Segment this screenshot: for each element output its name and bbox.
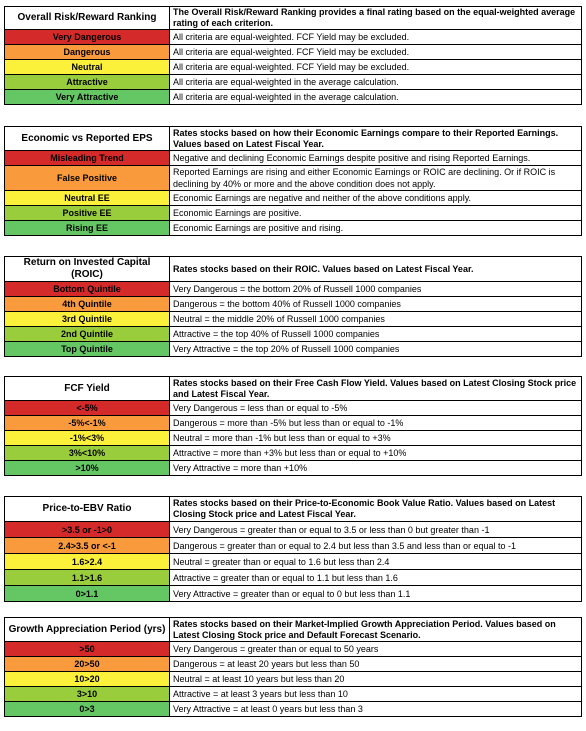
rating-label: 3>10: [5, 687, 170, 702]
rating-description: Very Attractive = the top 20% of Russell 1000 companies: [170, 342, 582, 357]
rating-table: [4, 6, 582, 105]
rating-label: -1%<3%: [5, 431, 170, 446]
criterion-description: Rates stocks based on how their Economic Earnings compare to their Reported Earnings. Values based on Latest Fiscal Year.: [170, 127, 582, 151]
criterion-description: Rates stocks based on their Free Cash Flow Yield. Values based on Latest Closing Stock price and Latest Fiscal Year.: [170, 377, 582, 401]
criterion-title: Price-to-EBV Ratio: [5, 497, 170, 522]
criterion-title: Overall Risk/Reward Ranking: [5, 7, 170, 30]
table-header-row: [5, 257, 582, 282]
rating-description: Dangerous = at least 20 years but less than 50: [170, 657, 582, 672]
rating-label: Top Quintile: [5, 342, 170, 357]
table-row: [5, 431, 582, 446]
growth-appreciation-period-table: [4, 617, 582, 717]
criterion-description: The Overall Risk/Reward Ranking provides a final rating based on the equal-weighted average rating of each criterion.: [170, 7, 582, 30]
rating-label: Misleading Trend: [5, 151, 170, 166]
table-row: [5, 90, 582, 105]
table-row: [5, 166, 582, 191]
rating-description: Very Dangerous = the bottom 20% of Russell 1000 companies: [170, 282, 582, 297]
table-row: [5, 570, 582, 586]
table-row: [5, 75, 582, 90]
table-row: [5, 461, 582, 476]
rating-label: Bottom Quintile: [5, 282, 170, 297]
rating-label: False Positive: [5, 166, 170, 191]
roic-table: [4, 256, 582, 357]
rating-label: Attractive: [5, 75, 170, 90]
rating-description: Very Dangerous = less than or equal to -5%: [170, 401, 582, 416]
rating-description: Very Dangerous = greater than or equal to 3.5 or less than 0 but greater than -1: [170, 522, 582, 538]
table-row: [5, 297, 582, 312]
table-row: [5, 702, 582, 717]
rating-label: <-5%: [5, 401, 170, 416]
table-row: [5, 151, 582, 166]
rating-table: [4, 126, 582, 236]
rating-description: Attractive = greater than or equal to 1.1 but less than 1.6: [170, 570, 582, 586]
rating-description: Dangerous = more than -5% but less than or equal to -1%: [170, 416, 582, 431]
overall-risk-reward-table: [4, 6, 582, 105]
rating-label: Very Attractive: [5, 90, 170, 105]
table-row: [5, 45, 582, 60]
rating-description: Economic Earnings are positive.: [170, 206, 582, 221]
table-row: [5, 327, 582, 342]
table-row: [5, 282, 582, 297]
table-row: [5, 30, 582, 45]
rating-description: Reported Earnings are rising and either Economic Earnings or ROIC are declining. Or if ROIC is declining by 40% or more and the above condition does not apply.: [170, 166, 582, 191]
rating-description: Neutral = the middle 20% of Russell 1000 companies: [170, 312, 582, 327]
rating-label: 10>20: [5, 672, 170, 687]
rating-description: Very Dangerous = greater than or equal to 50 years: [170, 642, 582, 657]
table-row: [5, 554, 582, 570]
table-header-row: [5, 127, 582, 151]
criterion-title: Return on Invested Capital (ROIC): [5, 257, 170, 282]
rating-label: >10%: [5, 461, 170, 476]
rating-label: 20>50: [5, 657, 170, 672]
table-row: [5, 416, 582, 431]
table-row: [5, 642, 582, 657]
rating-label: 3rd Quintile: [5, 312, 170, 327]
fcf-yield-table: [4, 376, 582, 476]
rating-label: 3%<10%: [5, 446, 170, 461]
rating-label: >50: [5, 642, 170, 657]
rating-description: Negative and declining Economic Earnings despite positive and rising Reported Earnings.: [170, 151, 582, 166]
rating-description: All criteria are equal-weighted. FCF Yield may be excluded.: [170, 45, 582, 60]
rating-table: [4, 617, 582, 717]
table-row: [5, 312, 582, 327]
table-header-row: [5, 377, 582, 401]
rating-description: All criteria are equal-weighted. FCF Yield may be excluded.: [170, 60, 582, 75]
rating-label: 0>1.1: [5, 586, 170, 602]
table-header-row: [5, 497, 582, 522]
rating-label: 1.6>2.4: [5, 554, 170, 570]
table-header-row: [5, 618, 582, 642]
rating-label: 4th Quintile: [5, 297, 170, 312]
table-row: [5, 446, 582, 461]
rating-description: Attractive = at least 3 years but less than 10: [170, 687, 582, 702]
rating-label: 0>3: [5, 702, 170, 717]
table-row: [5, 342, 582, 357]
table-row: [5, 522, 582, 538]
rating-description: Economic Earnings are positive and rising.: [170, 221, 582, 236]
criterion-title: Growth Appreciation Period (yrs): [5, 618, 170, 642]
table-row: [5, 221, 582, 236]
criterion-description: Rates stocks based on their Market-Implied Growth Appreciation Period. Values based on Latest Closing Stock price and Default Forecast Scenario.: [170, 618, 582, 642]
rating-label: Neutral: [5, 60, 170, 75]
rating-description: Attractive = the top 40% of Russell 1000 companies: [170, 327, 582, 342]
rating-label: 1.1>1.6: [5, 570, 170, 586]
criterion-description: Rates stocks based on their Price-to-Economic Book Value Ratio. Values based on Latest Closing Stock price and Latest Fiscal Year.: [170, 497, 582, 522]
rating-description: Neutral = greater than or equal to 1.6 but less than 2.4: [170, 554, 582, 570]
table-row: [5, 60, 582, 75]
rating-label: Dangerous: [5, 45, 170, 60]
rating-description: All criteria are equal-weighted in the average calculation.: [170, 75, 582, 90]
table-row: [5, 672, 582, 687]
rating-description: Dangerous = the bottom 40% of Russell 1000 companies: [170, 297, 582, 312]
rating-label: -5%<-1%: [5, 416, 170, 431]
table-row: [5, 206, 582, 221]
rating-description: All criteria are equal-weighted. FCF Yield may be excluded.: [170, 30, 582, 45]
rating-label: Neutral EE: [5, 191, 170, 206]
rating-description: Very Attractive = more than +10%: [170, 461, 582, 476]
rating-label: 2.4>3.5 or <-1: [5, 538, 170, 554]
rating-description: Dangerous = greater than or equal to 2.4 but less than 3.5 and less than or equal to -1: [170, 538, 582, 554]
rating-label: 2nd Quintile: [5, 327, 170, 342]
table-row: [5, 657, 582, 672]
rating-description: Very Attractive = at least 0 years but less than 3: [170, 702, 582, 717]
criterion-description: Rates stocks based on their ROIC. Values based on Latest Fiscal Year.: [170, 257, 582, 282]
rating-description: Economic Earnings are negative and neither of the above conditions apply.: [170, 191, 582, 206]
rating-description: All criteria are equal-weighted in the average calculation.: [170, 90, 582, 105]
table-row: [5, 401, 582, 416]
rating-label: Very Dangerous: [5, 30, 170, 45]
rating-table: [4, 256, 582, 357]
rating-description: Neutral = more than -1% but less than or equal to +3%: [170, 431, 582, 446]
rating-label: >3.5 or -1>0: [5, 522, 170, 538]
rating-label: Positive EE: [5, 206, 170, 221]
rating-label: Rising EE: [5, 221, 170, 236]
table-row: [5, 191, 582, 206]
price-to-ebv-table: [4, 496, 582, 602]
table-row: [5, 687, 582, 702]
table-row: [5, 586, 582, 602]
rating-table: [4, 376, 582, 476]
criterion-title: FCF Yield: [5, 377, 170, 401]
economic-vs-reported-eps-table: [4, 126, 582, 236]
rating-table: [4, 496, 582, 602]
criterion-title: Economic vs Reported EPS: [5, 127, 170, 151]
rating-description: Attractive = more than +3% but less than or equal to +10%: [170, 446, 582, 461]
table-row: [5, 538, 582, 554]
rating-description: Neutral = at least 10 years but less than 20: [170, 672, 582, 687]
table-header-row: [5, 7, 582, 30]
rating-description: Very Attractive = greater than or equal to 0 but less than 1.1: [170, 586, 582, 602]
